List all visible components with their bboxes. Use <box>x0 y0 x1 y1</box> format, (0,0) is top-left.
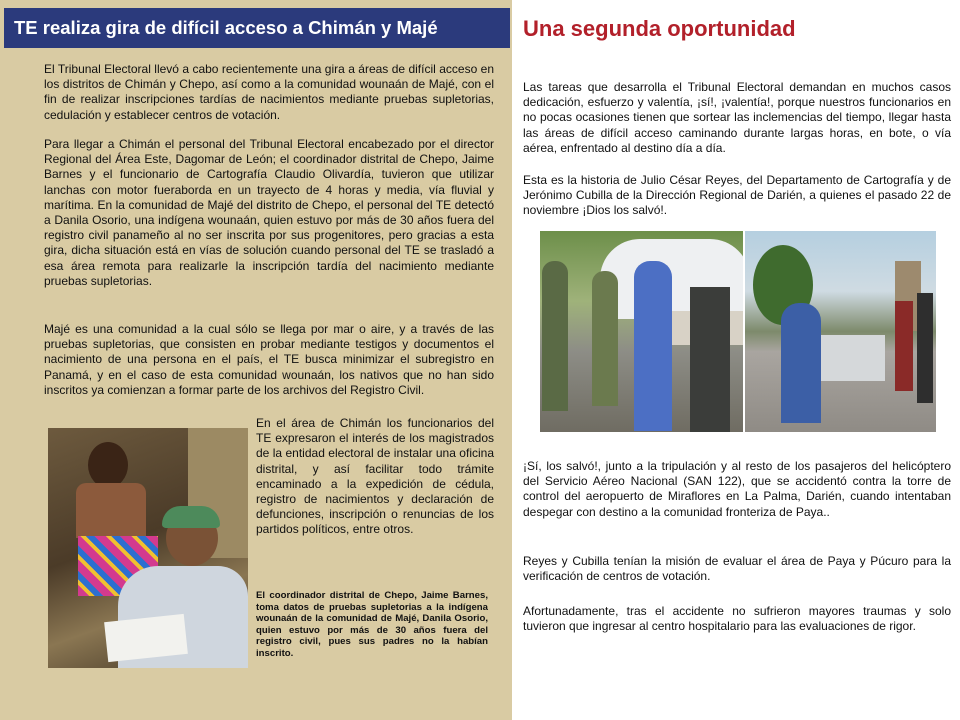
photo-bystander-2 <box>917 293 933 403</box>
left-paragraph-1: El Tribunal Electoral llevó a cabo recientemente una gira a áreas de difícil acceso en los distritos de Chimán y Chepo, así como a la comunidad wounaán de Majé, con el fin de realizar inscripciones tardías de nacimientos mediante pruebas supletorias, cedulación y establecer centros de votación. <box>44 62 494 122</box>
photo-woman-head <box>88 442 128 488</box>
right-paragraph-2: Esta es la historia de Julio César Reyes, del Departamento de Cartografía y de Jerónimo Cubilla de la Dirección Regional de Darién, a quienes el pasado 22 de noviembre ¡Dios los salvó!. <box>523 173 951 218</box>
photo-soldier-1 <box>542 261 568 411</box>
right-article-title: Una segunda oportunidad <box>523 16 796 41</box>
left-paragraph-2: Para llegar a Chimán el personal del Tribunal Electoral encabezado por el director Regional del Área Este, Dagomar de León; el coordinador distrital de Chepo, Jaime Barnes y el funcionario de Cartografía Claudio Olivardía, tuvieron que utilizar lanchas con motor fueraborda en un trayecto de 4 horas y media, vía fluvial y marítima. En la comunidad de Majé del distrito de Chepo, el personal del TE detectó a Danila Osorio, una indígena wounaán, quien estuvo por más de 30 años fuera del registro civil panameño al no ser inscrita por sus progenitores, pero gracias a esta gira, dicha situación está en vías de solución cuando personal del TE se trasladó a esa área remota para realizarle la inscripción tardía del nacimiento mediante pruebas supletorias. <box>44 137 494 288</box>
photo-soldier-2 <box>592 271 618 406</box>
photo-helicopter-scene <box>540 231 743 432</box>
photo-medic-1 <box>634 261 672 431</box>
photo-bystander-1 <box>895 301 913 391</box>
photo-stretcher-scene <box>745 231 936 432</box>
right-paragraph-1: Las tareas que desarrolla el Tribunal Electoral demandan en muchos casos dedicación, esfuerzo y valentía, ¡sí!, ¡valentía!, porque nuestros funcionarios en no pocas ocasiones tienen que sortear las inclemencias del tiempo, llegar hasta las áreas de difícil acceso caminando durante largas horas, en bote, o vía aérea, enfrentado al destino día a día. <box>523 80 951 155</box>
photo-woman-body <box>76 483 146 538</box>
left-article-headline: TE realiza gira de difícil acceso a Chimán y Majé <box>4 8 510 48</box>
registration-photo <box>48 428 248 668</box>
left-paragraph-3: Majé es una comunidad a la cual sólo se llega por mar o aire, y a través de las pruebas supletorias, que consisten en probar mediante testigos y documentos el nacimiento de una persona en el país, el TE busca minimizar el subregistro en Panamá, y en el caso de esta comunidad wounaán, los nativos que no han sido inscritos ya comienzan a formar parte de los archivos del Registro Civil. <box>44 322 494 397</box>
right-paragraph-4: Reyes y Cubilla tenían la misión de evaluar el área de Paya y Púcuro para la verificación de centros de votación. <box>523 554 951 584</box>
photo-man-cap <box>162 506 220 528</box>
photo-medic-2 <box>781 303 821 423</box>
photo-caption: El coordinador distrital de Chepo, Jaime Barnes, toma datos de pruebas supletorias a la indígena wounaán de la comunidad de Majé, Danila Osorio, quien estuvo por más de 30 años fuera del registro civil, pues sus padres no la habían inscrito. <box>256 590 488 659</box>
right-paragraph-3: ¡Sí, los salvó!, junto a la tripulación y al resto de los pasajeros del helicóptero del Servicio Aéreo Nacional (SAN 122), que se accidentó contra la torre de control del aeropuerto de Miraflores en La Palma, Darién, cuando intentaban despegar con destino a la comunidad fronteriza de Paya.. <box>523 459 951 519</box>
left-paragraph-4: En el área de Chimán los funcionarios del TE expresaron el interés de los magistrados de la entidad electoral de instalar una oficina distrital, y así facilitar todo trámite encaminado a la expedición de cédula, registro de nacimientos y declaración de defunciones, inscripción o renuncias de los partidos políticos, entre otros. <box>256 416 494 537</box>
helicopter-accident-photo <box>540 231 936 432</box>
photo-papers <box>104 614 188 662</box>
right-paragraph-5: Afortunadamente, tras el accidente no sufrieron mayores traumas y solo tuvieron que ingresar al centro hospitalario para las evaluaciones de rigor. <box>523 604 951 634</box>
photo-person <box>690 287 730 432</box>
